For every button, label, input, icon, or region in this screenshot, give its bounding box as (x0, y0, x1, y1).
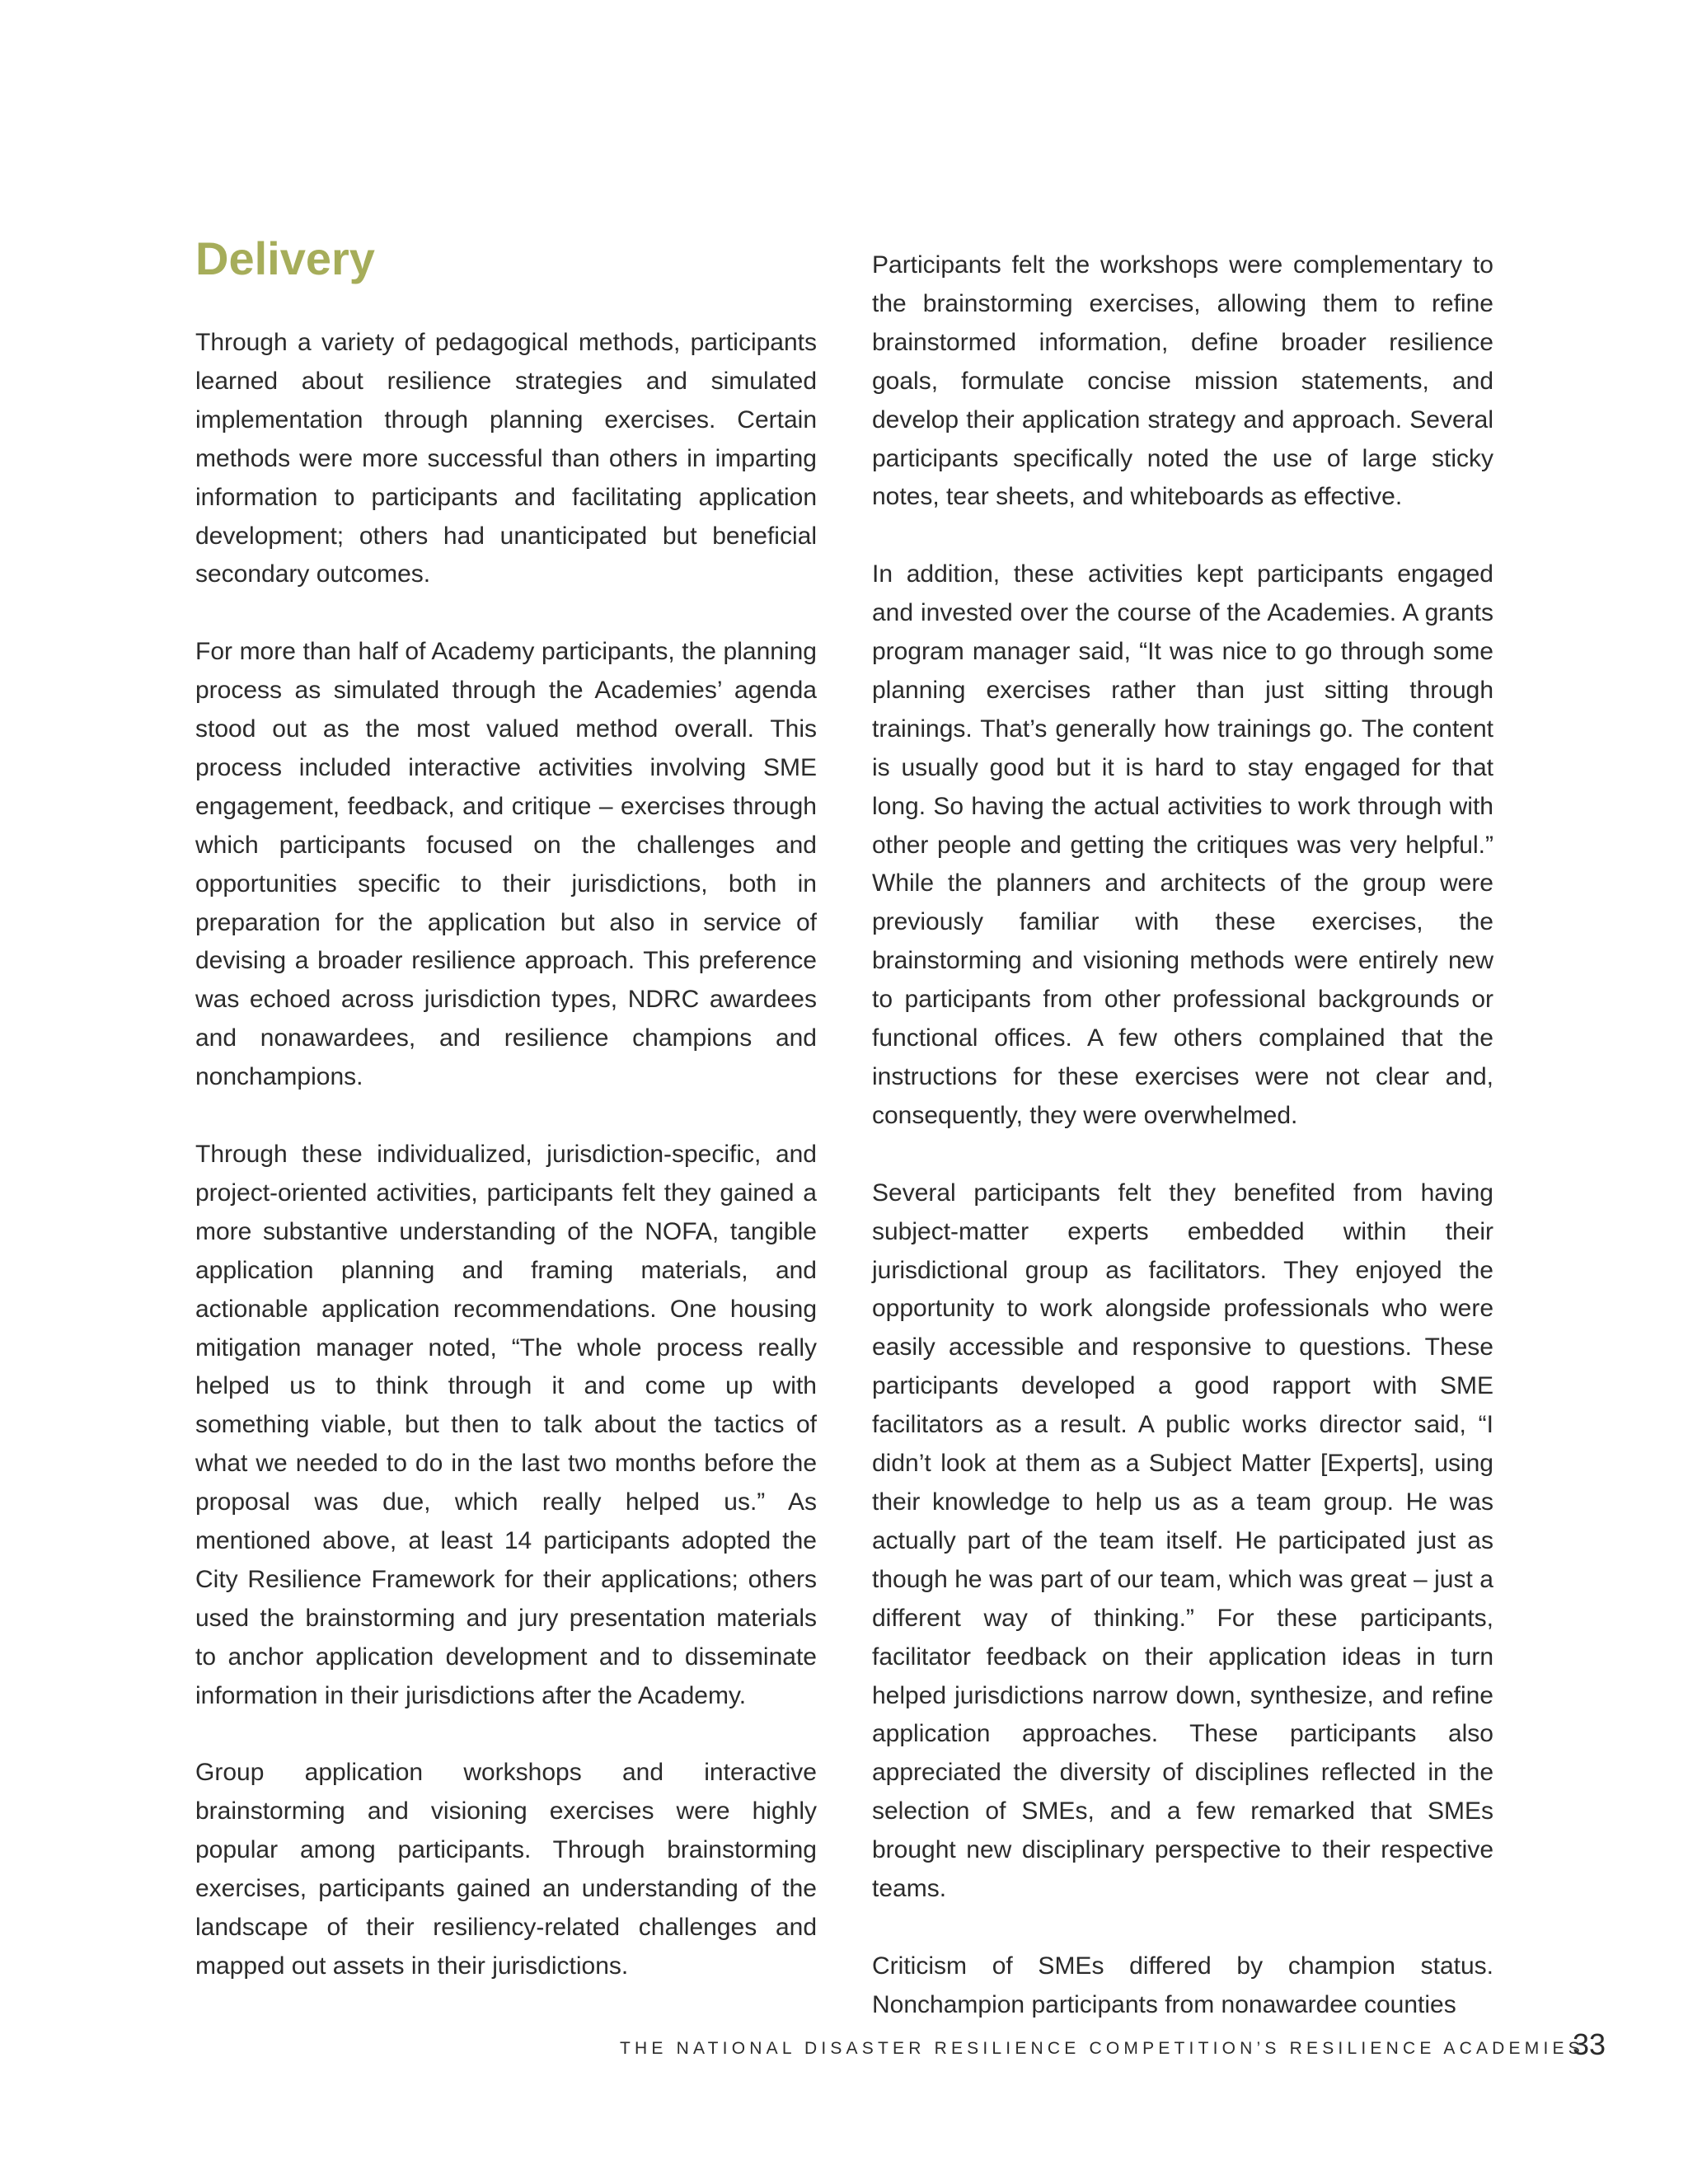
paragraph: Group application workshops and interactive brainstorming and visioning exercises were highly popular among participants. Through brainstorming exercises, participants gained an understanding of the landscape of their resiliency-related challenges and mapped out assets in their jurisdictions. (195, 1759, 817, 1980)
right-column (872, 246, 1493, 2025)
paragraph: Through a variety of pedagogical methods, participants learned about resilience strategies and simulated implementation through planning exercises. Certain methods were more successful than others in imparting information to participants and facilitating application development; others had unanticipated but beneficial secondary outcomes. (195, 329, 817, 588)
page-number: 33 (1573, 2027, 1606, 2061)
paragraph: Several participants felt they benefited from having subject-matter experts embedded within their jurisdictional group as facilitators. They enjoyed the opportunity to work alongside professionals who were easily accessible and responsive to questions. These participants developed a good rapport with SME facilitators as a result. A public works director said, “I didn’t look at them as a Subject Matter [Experts], using their knowledge to help us as a team group. He was actually part of the team itself. He participated just as though he was part of our team, which was great – just a different way of thinking.” For these participants, facilitator feedback on their application ideas in turn helped jurisdictions narrow down, synthesize, and refine application approaches. These participants also appreciated the diversity of disciplines reflected in the selection of SMEs, and a few remarked that SMEs brought new disciplinary perspective to their respective teams. (872, 1179, 1493, 1903)
paragraph: In addition, these activities kept participants engaged and invested over the course of the Academies. A grants program manager said, “It was nice to go through some planning exercises rather than just sitting through trainings. That’s generally how trainings go. The content is usually good but it is hard to stay engaged for that long. So having the actual activities to work through with other people and getting the critiques was very helpful.” While the planners and architects of the group were previously familiar with these exercises, the brainstorming and visioning methods were entirely new to participants from other professional backgrounds or functional offices. A few others complained that the instructions for these exercises were not clear and, consequently, they were overwhelmed. (872, 560, 1493, 1129)
paragraph: Through these individualized, jurisdiction-specific, and project-oriented activities, participants felt they gained a more substantive understanding of the NOFA, tangible application planning and framing materials, and actionable application recommendations. One housing mitigation manager noted, “The whole process really helped us to think through it and come up with something viable, but then to talk about the tactics of what we needed to do in the last two months before the proposal was due, which really helped us.” As mentioned above, at least 14 participants adopted the City Resilience Framework for their applications; others used the brainstorming and jury presentation materials to anchor application development and to disseminate information in their jurisdictions after the Academy. (195, 1141, 817, 1709)
left-column (195, 324, 817, 1986)
section-heading: Delivery (195, 232, 375, 284)
running-footer-title: THE NATIONAL DISASTER RESILIENCE COMPETITION’S RESILIENCE ACADEMIES (620, 2039, 1584, 2058)
paragraph: For more than half of Academy participants, the planning process as simulated through the Academies’ agenda stood out as the most valued method overall. This process included interactive activities involving SME engagement, feedback, and critique – exercises through which participants focused on the challenges and opportunities specific to their jurisdictions, both in preparation for the application but also in service of devising a broader resilience approach. This preference was echoed across jurisdiction types, NDRC awardees and nonawardees, and resilience champions and nonchampions. (195, 638, 817, 1091)
paragraph: Participants felt the workshops were complementary to the brainstorming exercises, allowing them to refine brainstormed information, define broader resilience goals, formulate concise mission statements, and develop their application strategy and approach. Several participants specifically noted the use of large sticky notes, tear sheets, and whiteboards as effective. (872, 251, 1493, 511)
paragraph: Criticism of SMEs differed by champion status. Nonchampion participants from nonawardee counties (872, 1952, 1493, 2018)
